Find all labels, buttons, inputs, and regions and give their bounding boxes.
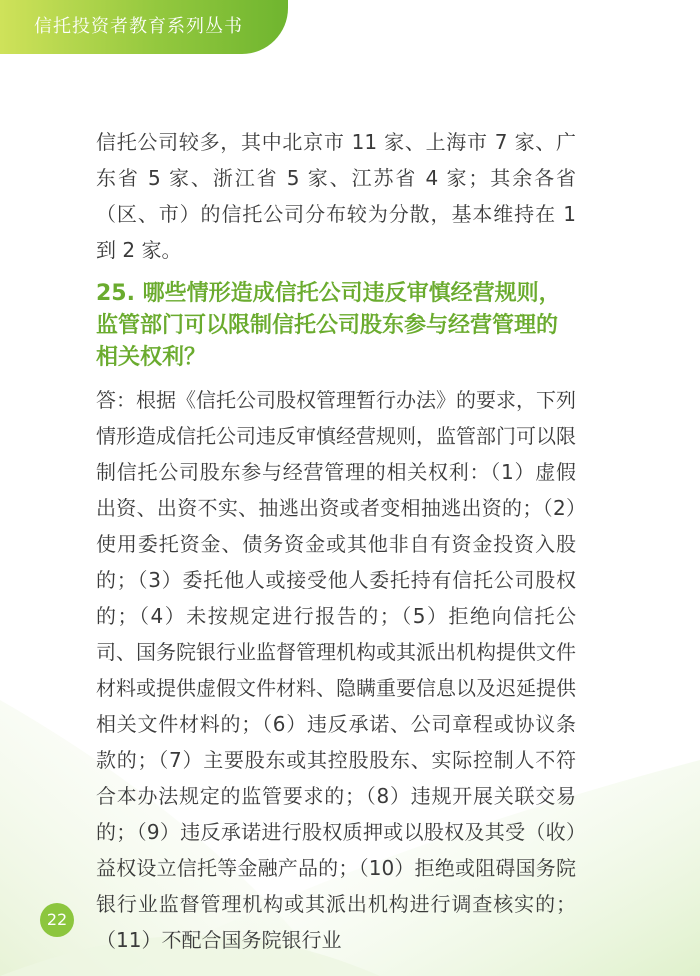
page-number-badge (40, 903, 74, 937)
intro-paragraph: 信托公司较多，其中北京市 11 家、上海市 7 家、广东省 5 家、浙江省 5 家、江苏省 4 家；其余各省（区、市）的信托公司分布较为分散，基本维持在 1 到 2 家。 (96, 130, 576, 262)
series-title: 信托投资者教育系列丛书 (34, 16, 243, 37)
header-tab (0, 0, 288, 54)
question-heading: 25. 哪些情形造成信托公司违反审慎经营规则，监管部门可以限制信托公司股东参与经营管理的相关权利？ (96, 281, 561, 370)
page-number: 22 (46, 910, 68, 929)
page-content (96, 124, 576, 958)
answer-paragraph: 答：根据《信托公司股权管理暂行办法》的要求，下列情形造成信托公司违反审慎经营规则，监管部门可以限制信托公司股东参与经营管理的相关权利：（1）虚假出资、出资不实、抽逃出资或者变相抽逃出资的；（2）使用委托资金、债务资金或其他非自有资金投资入股的；（3）委托他人或接受他人委托持有信托公司股权的；（4）未按规定进行报告的；（5）拒绝向信托公司、国务院银行业监督管理机构或其派出机构提供文件材料或提供虚假文件材料、隐瞒重要信息以及迟延提供相关文件材料的；（6）违反承诺、公司章程或协议条款的；（7）主要股东或其控股股东、实际控制人不符合本办法规定的监管要求的；（8）违规开展关联交易的；（9）违反承诺进行股权质押或以股权及其受（收）益权设立信托等金融产品的；（10）拒绝或阻碍国务院银行业监督管理机构或其派出机构进行调查核实的；（11）不配合国务院银行业 (96, 388, 576, 952)
